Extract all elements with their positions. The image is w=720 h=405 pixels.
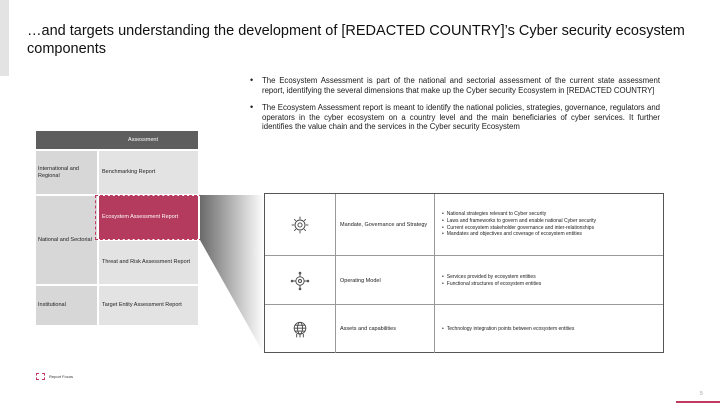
footer-accent-line xyxy=(676,401,720,403)
level-national-sectorial: National and Sectorial xyxy=(36,196,97,284)
ecosystem-components-matrix xyxy=(264,193,664,353)
component-item: • Current ecosystem stakeholder governance and inter-relationships xyxy=(442,225,596,232)
legend-label: Report Focus xyxy=(49,374,74,379)
bullet-text: The Ecosystem Assessment report is meant to identify the national policies, strategies, governance, regulators and operators in the cyber ecosystem on a country level and the main beneficiaries of cyber services. It further identifies the value chain and the services in the Cyber security Ecosystem xyxy=(262,103,660,132)
bullet-text: The Ecosystem Assessment is part of the national and sectorial assessment of the current state assessment report, identifying the several dimensions that make up the Cyber security Ecosystem in [REDACTED COUNTRY] xyxy=(262,76,660,95)
report-threat-risk-assessment: Threat and Risk Assessment Report xyxy=(99,241,198,284)
level-institutional: Institutional xyxy=(36,286,97,325)
component-description xyxy=(436,305,663,353)
component-icon-cell xyxy=(265,305,336,353)
component-label: Operating Model xyxy=(335,256,435,305)
bullet-item xyxy=(250,76,660,95)
component-icon-cell xyxy=(265,194,336,255)
bullet-item xyxy=(250,103,660,132)
title-accent-bar xyxy=(0,0,9,76)
report-focus-outline xyxy=(95,195,202,240)
intro-bullets xyxy=(250,76,660,140)
component-item: • Services provided by ecosystem entities xyxy=(442,274,541,281)
gear-chip-icon xyxy=(290,215,310,235)
bullet-dot-icon: • xyxy=(250,75,254,85)
component-label: Assets and capabilities xyxy=(335,305,435,353)
component-row xyxy=(265,255,663,305)
bullet-dot-icon: • xyxy=(250,102,254,113)
assessment-header: Assessment xyxy=(36,131,198,149)
slide-title: …and targets understanding the development of [REDACTED COUNTRY]’s Cyber security ecosystem components xyxy=(27,23,685,57)
component-row xyxy=(265,304,663,353)
component-item: • Mandates and objectives and coverage of ecosystem entities xyxy=(442,231,596,238)
component-item: • Technology integration points between ecosystem entities xyxy=(442,326,574,333)
page-number: 5 xyxy=(700,391,703,397)
component-item: • Laws and frameworks to govern and enable national Cyber security xyxy=(442,218,596,225)
component-item: • National strategies relevant to Cyber security xyxy=(442,211,596,218)
component-item: • Functional structures of ecosystem entities xyxy=(442,281,541,288)
zoom-wedge-shape xyxy=(198,194,268,356)
level-international-regional: International and Regional xyxy=(36,151,97,194)
component-icon-cell xyxy=(265,256,336,305)
component-label: Mandate, Governance and Strategy xyxy=(335,194,435,255)
component-row xyxy=(265,194,663,255)
report-target-entity-assessment: Target Entity Assessment Report xyxy=(99,286,198,325)
report-ecosystem-assessment: Ecosystem Assessment Report xyxy=(99,196,198,239)
gear-network-icon xyxy=(290,271,310,291)
dashed-box-icon xyxy=(36,373,45,380)
globe-circuit-icon xyxy=(290,319,310,339)
component-description xyxy=(436,194,663,255)
report-benchmarking: Benchmarking Report xyxy=(99,151,198,194)
report-focus-legend xyxy=(36,373,73,380)
component-description xyxy=(436,256,663,305)
